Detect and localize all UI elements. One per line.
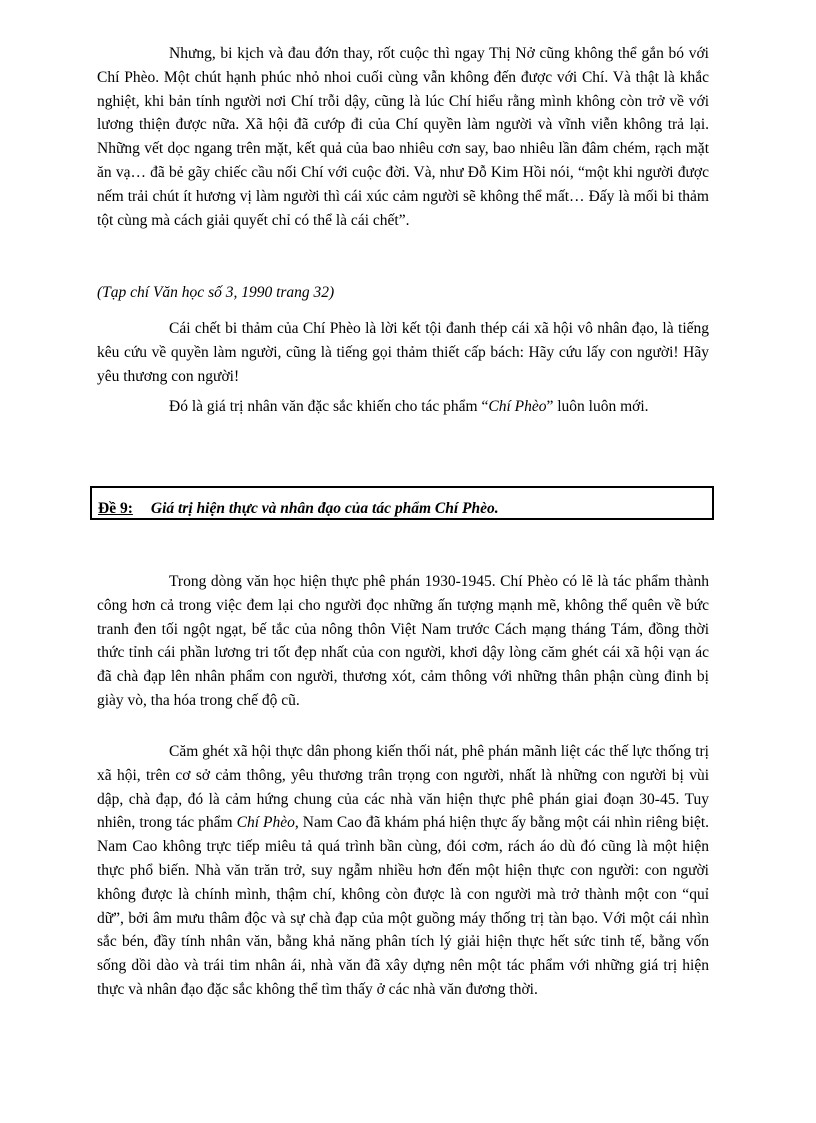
work-title: Chí Phèo (488, 398, 547, 415)
paragraph-4: Trong dòng văn học hiện thực phê phán 1930-1945. Chí Phèo có lẽ là tác phẩm thành công hơn cả trong việc đem lại cho người đọc những ấn tượng mạnh mẽ, không thể quên về bức tranh đen tối ngột ngạt, bế tắc của nông thôn Việt Nam trước Cách mạng tháng Tám, đồng thời thức tỉnh cái phần lương tri tốt đẹp nhất của con người, khơi dậy lòng căm ghét cái xã hội vạn ác đã chà đạp lên nhân phẩm con người, thương xót, cảm thông với những thân phận cùng đinh bị giày vò, tha hóa trong chế độ cũ. (97, 573, 709, 709)
section-heading (98, 499, 499, 519)
paragraph-5-text-b: , Nam Cao đã khám phá hiện thực ấy bằng một cái nhìn riêng biệt. Nam Cao không trực tiếp miêu tả quá trình bần cùng, đói cơm, rách áo dù đó cũng là một hiện thực phổ biến. Nhà văn trăn trở, suy ngẫm nhiều hơn đến một hiện thực con người: con người không được là chính mình, thậm chí, không còn được là con người mà trở thành một con “quỉ dữ”, bởi âm mưu thâm độc và sự chà đạp của một guồng máy thống trị tàn bạo. Với một cái nhìn sắc bén, đầy tính nhân văn, bằng khả năng phân tích lý giải hiện thực hết sức tinh tế, bằng vốn sống dồi dào và trái tim nhân ái, nhà văn đã xây dựng nên một tác phẩm với những giá trị hiện thực và nhân đạo đặc sắc không thể tìm thấy ở các nhà văn đương thời. (97, 814, 710, 998)
source-citation-text: (Tạp chí Văn học số 3, 1990 trang 32) (97, 284, 335, 301)
paragraph-5-text-a: Căm ghét xã hội thực dân phong kiến thối nát, phê phán mãnh liệt các thế lực thống trị xã hội, trên cơ sở cảm thông, yêu thương trân trọng con người, nhất là những con người bị vùi dập, chà đạp, đó là cảm hứng chung của các nhà văn hiện thực phê phán giai đoạn 30-45. Tuy nhiên, trong tác phẩm (97, 743, 709, 832)
paragraph-1: Nhưng, bi kịch và đau đớn thay, rốt cuộc thì ngay Thị Nở cũng không thể gắn bó với Chí Phèo. Một chút hạnh phúc nhỏ nhoi cuối cùng vẫn không đến được với Chí. Và thật là khắc nghiệt, khi bản tính người nơi Chí trỗi dậy, cũng là lúc Chí hiểu rằng mình không còn trở về với lương thiện được nữa. Xã hội đã cướp đi của Chí quyền làm người và vĩnh viễn không trả lại. Những vết dọc ngang trên mặt, kết quả của bao nhiêu cơn say, bao nhiêu lần đâm chém, rạch mặt ăn vạ… đã bẻ gãy chiếc cầu nối Chí với cuộc đời. Và, như Đỗ Kim Hồi nói, “một khi người được nếm trải chút ít hương vị làm người thì cái xúc cảm người sẽ không thể mất… Đấy là mối bi thảm tột cùng mà cách giải quyết chỉ có thể là cái chết”. (97, 45, 709, 229)
work-title-2: Chí Phèo (236, 814, 295, 832)
paragraph-3 (97, 395, 709, 419)
section-heading-label: Đề 9: (98, 500, 133, 517)
source-citation (97, 281, 709, 305)
paragraph-2: Cái chết bi thảm của Chí Phèo là lời kết tội đanh thép cái xã hội vô nhân đạo, là tiếng kêu cứu về quyền làm người, cũng là tiếng gọi thảm thiết cấp bách: Hãy cứu lấy con người! Hãy yêu thương con người! (97, 320, 709, 385)
paragraph-3-text-b: ” luôn luôn mới. (546, 398, 649, 415)
section-heading-title: Giá trị hiện thực và nhân đạo của tác phẩm Chí Phèo. (150, 500, 499, 517)
paragraph-5 (97, 740, 709, 1002)
paragraph-3-text-a: Đó là giá trị nhân văn đặc sắc khiến cho tác phẩm “ (169, 398, 489, 415)
